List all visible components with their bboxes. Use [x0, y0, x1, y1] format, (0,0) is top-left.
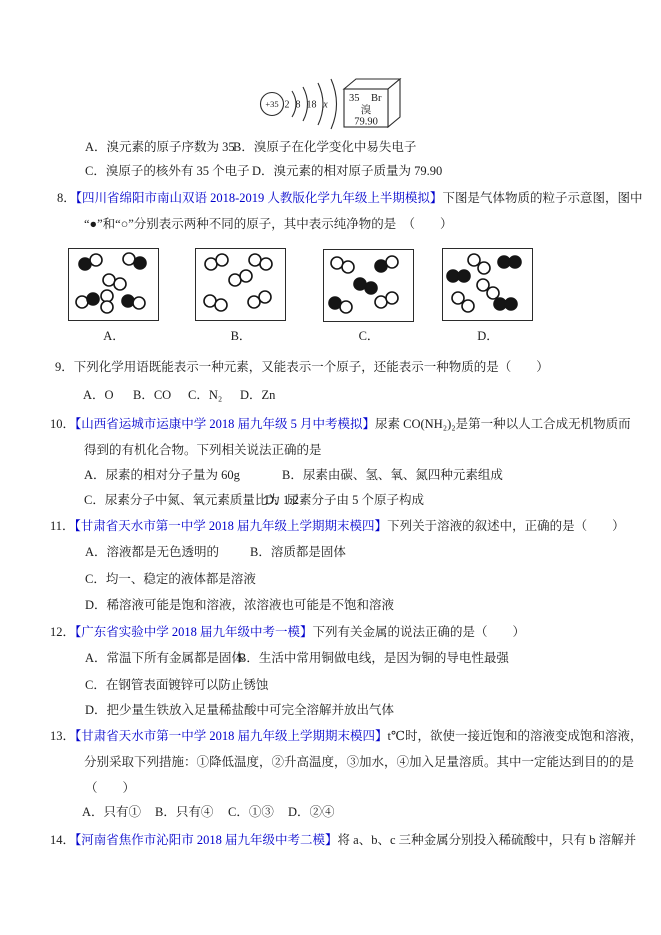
bromine-atom-structure-diagram	[256, 74, 340, 136]
q11-number: 11．	[50, 519, 75, 533]
q13-answer-parens: （ ）	[85, 781, 136, 795]
q8-stem-text2: “●”和“○”分别表示两种不同的原子，其中表示纯净物的是 （ ）	[84, 217, 453, 231]
particle-diagram-b	[195, 248, 286, 321]
q10-stem-text2: 得到的有机化合物。下列相关说法正确的是	[84, 443, 322, 457]
q13-option-a: A．只有①	[82, 805, 142, 819]
q9-number: 9．	[55, 360, 74, 374]
shell-4-count: x	[323, 99, 328, 111]
particle-diagram-b-label: B．	[230, 329, 252, 343]
shell-3-count: 18	[306, 99, 317, 111]
q10-option-c: C．尿素分子中氮、氧元素质量比为 1:2	[84, 493, 299, 507]
q8-number: 8．	[57, 191, 76, 205]
q8-stem-text1: 下图是气体物质的粒子示意图，图中	[442, 191, 643, 205]
q8-source: 【四川省绵阳市南山双语 2018-2019 人教版化学九年级上半期模拟】	[75, 191, 443, 205]
particle-diagram-a-label: A．	[103, 329, 125, 343]
q10-number: 10．	[50, 417, 76, 431]
q11-option-d: D．稀溶液可能是饱和溶液，浓溶液也可能是不饱和溶液	[85, 598, 395, 612]
particle-diagram-c-label: C．	[358, 329, 380, 343]
q13-option-d: D．②④	[288, 805, 335, 819]
q12-option-b: B．生活中常用铜做电线，是因为铜的导电性最强	[238, 651, 509, 665]
atom-shell-svg	[256, 74, 340, 132]
q9-option-c: C．N₂	[188, 388, 223, 402]
q14-stem-text1: 将 a、b、c 三种金属分别投入稀硫酸中，只有 b 溶解并	[337, 833, 637, 847]
tile-element-name: 溴	[360, 105, 372, 116]
q13-stem-text1: t℃时，欲使一接近饱和的溶液变成饱和溶液，	[387, 729, 643, 743]
q14-number: 14．	[50, 833, 76, 847]
particle-diagram-a	[68, 248, 159, 321]
particle-diagram-d-label: D．	[477, 329, 499, 343]
q12-number: 12．	[50, 625, 76, 639]
q10-option-b: B．尿素由碳、氢、氧、氮四种元素组成	[282, 468, 503, 482]
q12-option-c: C．在钢管表面镀锌可以防止锈蚀	[85, 678, 269, 692]
q11-stem-text: 下列关于溶液的叙述中，正确的是（ ）	[387, 519, 625, 533]
particle-diagram-d	[442, 248, 533, 321]
q13-source: 【甘肃省天水市第一中学 2018 届九年级上学期期末模四】	[75, 729, 388, 743]
q7-option-a: A．溴元素的原子序数为 35	[85, 140, 235, 154]
q9-option-a: A．O	[83, 388, 114, 402]
q9-option-b: B．CO	[133, 388, 172, 402]
q13-option-b: B．只有④	[155, 805, 214, 819]
q10-option-d: D．尿素分子由 5 个原子构成	[265, 493, 425, 507]
q14-source: 【河南省焦作市沁阳市 2018 届九年级中考二模】	[75, 833, 338, 847]
q10-option-a: A．尿素的相对分子量为 60g	[84, 468, 240, 482]
tile-atomic-number: 35	[349, 93, 360, 104]
tile-element-symbol: Br	[371, 93, 382, 104]
q12-stem-text: 下列有关金属的说法正确的是（ ）	[312, 625, 526, 639]
q12-option-a: A．常温下所有金属都是固体	[85, 651, 245, 665]
particle-diagram-c	[323, 249, 414, 322]
q7-option-d: D．溴元素的相对原子质量为 79.90	[252, 164, 443, 178]
q11-option-b: B．溶质都是固体	[250, 545, 346, 559]
q11-option-c: C．均一、稳定的液体都是溶液	[85, 572, 256, 586]
tile-atomic-mass: 79.90	[354, 116, 378, 128]
q9-option-d: D．Zn	[240, 388, 276, 402]
nucleus-charge-label: +35	[265, 99, 279, 109]
q7-option-b: B．溴原子在化学变化中易失电子	[233, 140, 417, 154]
q7-option-c: C．溴原子的核外有 35 个电子	[85, 164, 250, 178]
periodic-tile-svg	[340, 76, 404, 130]
q10-stem-text1: 尿素 CO(NH₂)₂是第一种以人工合成无机物质而	[375, 417, 631, 431]
q11-source: 【甘肃省天水市第一中学 2018 届九年级上学期期末模四】	[74, 519, 388, 533]
q13-option-c: C．①③	[228, 805, 274, 819]
q13-number: 13．	[50, 729, 76, 743]
shell-1-count: 2	[284, 99, 290, 111]
q10-source: 【山西省运城市运康中学 2018 届九年级 5 月中考模拟】	[75, 417, 376, 431]
q13-stem-text2: 分别采取下列措施：①降低温度，②升高温度，③加水，④加入足量溶质。其中一定能达到目的的是	[84, 755, 635, 769]
q11-option-a: A．溶液都是无色透明的	[85, 545, 220, 559]
bromine-periodic-tile	[340, 76, 404, 134]
q12-source: 【广东省实验中学 2018 届九年级中考一模】	[75, 625, 313, 639]
q12-option-d: D．把少量生铁放入足量稀盐酸中可完全溶解并放出气体	[85, 703, 395, 717]
shell-2-count: 8	[295, 99, 301, 111]
q9-stem-text: 下列化学用语既能表示一种元素，又能表示一个原子，还能表示一种物质的是（ ）	[73, 360, 549, 374]
